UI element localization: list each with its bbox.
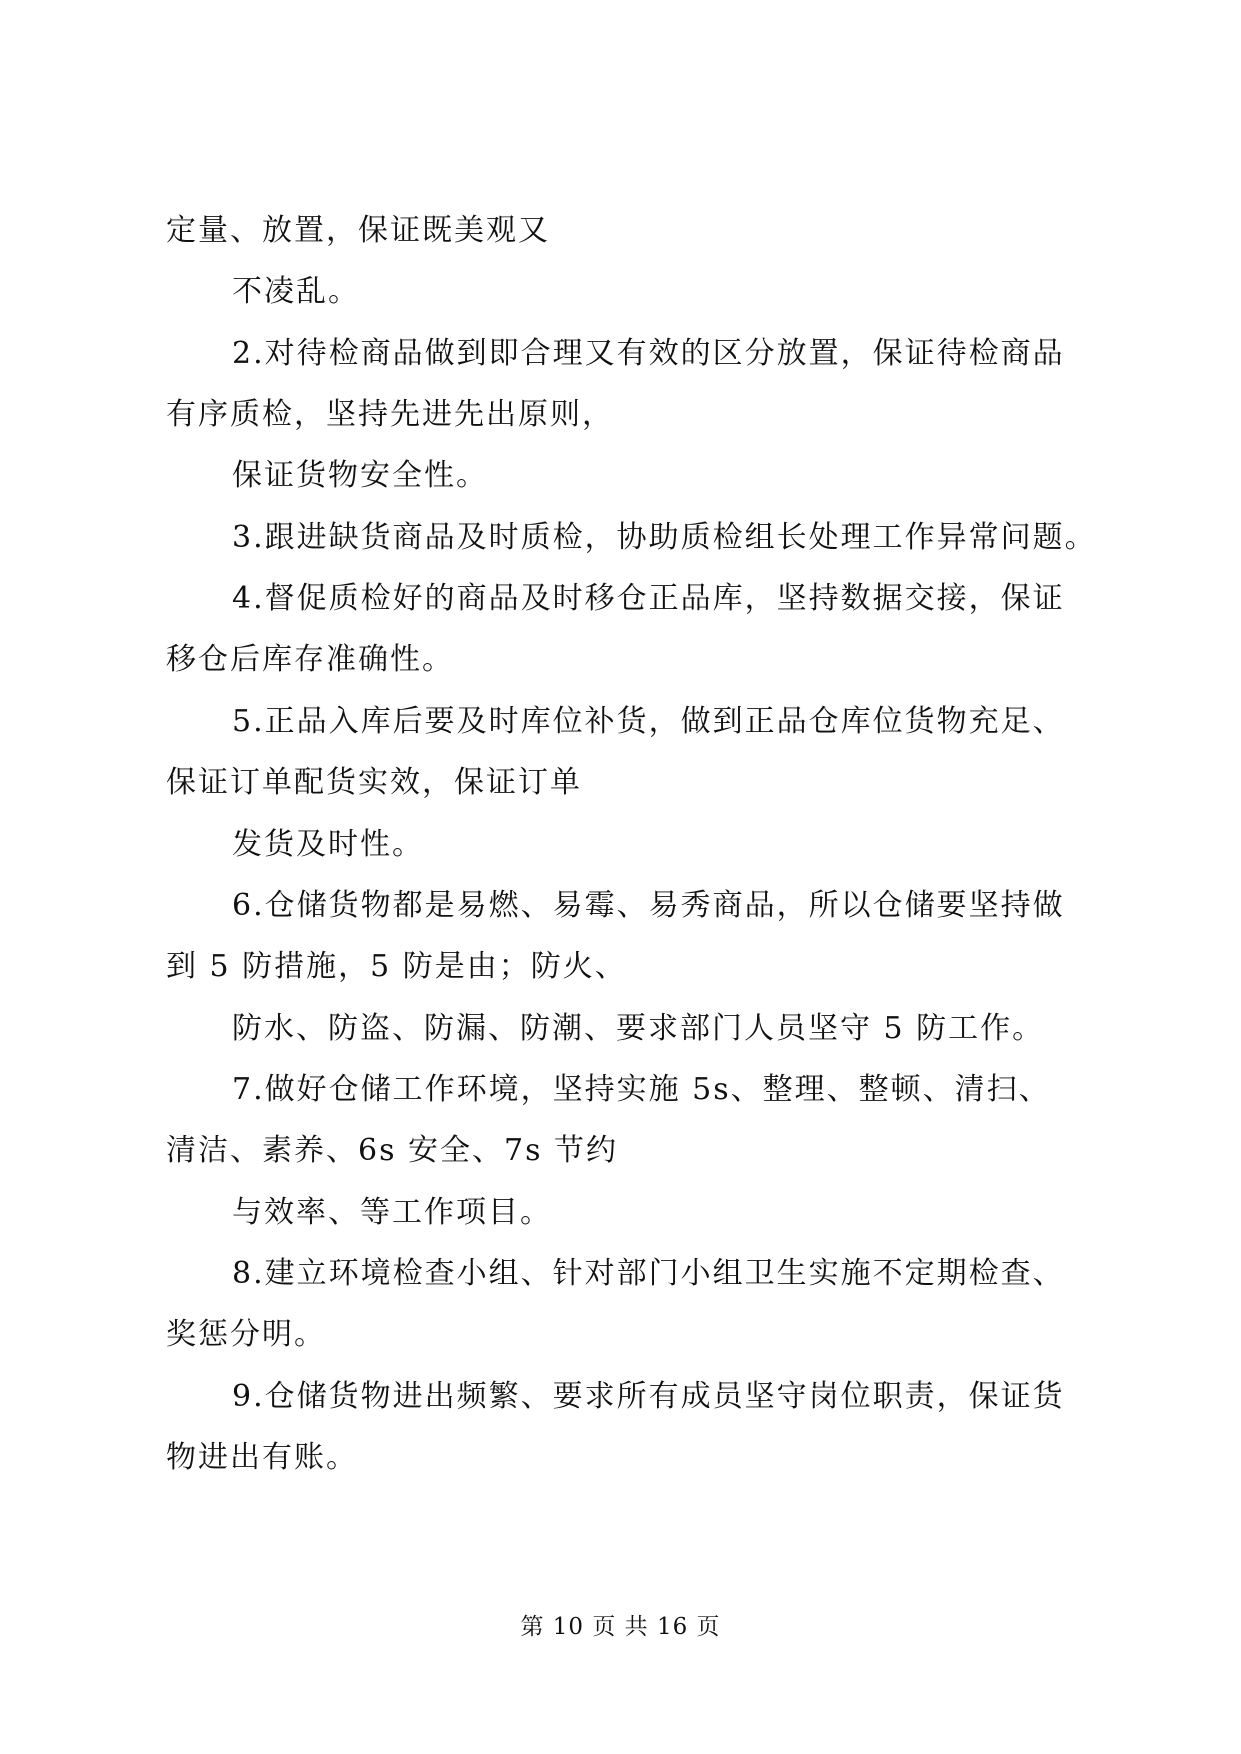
text-line: 4.督促质检好的商品及时移仓正品库，坚持数据交接，保证 [232, 581, 1065, 616]
text-line: 3.跟进缺货商品及时质检，协助质检组长处理工作异常问题。 [232, 520, 1097, 555]
text-line: 保证订单配货实效，保证订单 [166, 765, 582, 800]
text-line: 物进出有账。 [166, 1440, 358, 1475]
text-line: 发货及时性。 [232, 827, 424, 862]
text-line: 保证货物安全性。 [232, 458, 488, 493]
text-line: 不凌乱。 [232, 274, 360, 309]
text-line: 6.仓储货物都是易燃、易霉、易秀商品，所以仓储要坚持做 [232, 888, 1065, 923]
text-line: 2.对待检商品做到即合理又有效的区分放置，保证待检商品 [232, 336, 1065, 371]
text-line: 5.正品入库后要及时库位补货，做到正品仓库位货物充足、 [232, 704, 1065, 739]
text-line: 奖惩分明。 [166, 1317, 326, 1352]
text-line: 与效率、等工作项目。 [232, 1195, 552, 1230]
text-line: 移仓后库存准确性。 [166, 642, 454, 677]
text-line: 8.建立环境检查小组、针对部门小组卫生实施不定期检查、 [232, 1256, 1065, 1291]
text-line: 清洁、素养、6s 安全、7s 节约 [166, 1133, 619, 1168]
page-number-footer: 第 10 页 共 16 页 [520, 1614, 721, 1640]
text-line: 有序质检，坚持先进先出原则， [166, 397, 614, 432]
text-line: 防水、防盗、防漏、防潮、要求部门人员坚守 5 防工作。 [232, 1011, 1045, 1046]
text-line: 9.仓储货物进出频繁、要求所有成员坚守岗位职责，保证货 [232, 1379, 1065, 1414]
text-line: 到 5 防措施，5 防是由；防火、 [166, 949, 627, 984]
text-line: 定量、放置，保证既美观又 [166, 213, 550, 248]
text-line: 7.做好仓储工作环境，坚持实施 5s、整理、整顿、清扫、 [232, 1072, 1051, 1107]
